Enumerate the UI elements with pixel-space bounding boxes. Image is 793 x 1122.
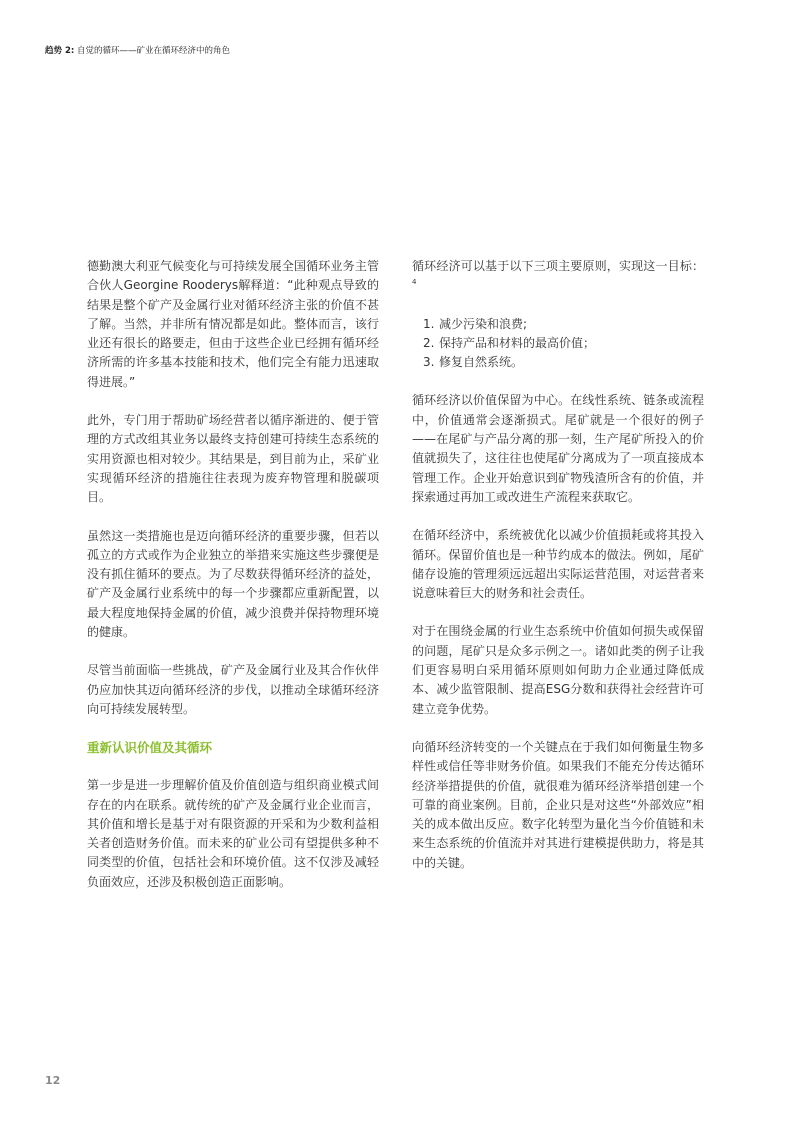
right-column — [412, 257, 704, 892]
intro-paragraph — [412, 257, 704, 296]
footnote-ref: 4 — [412, 278, 417, 287]
body-paragraph: 对于在围绕金属的行业生态系统中价值如何损失或保留的问题，尾矿只是众多示例之一。诸如此类的例子让我们更容易明白采用循环原则如何助力企业通过降低成本、减少监管限制、提高ESG分数和获得社会经营许可建立竞争优势。 — [412, 624, 704, 716]
principles-list — [412, 315, 704, 373]
body-paragraph: 此外，专门用于帮助矿场经营者以循序渐进的、便于管理的方式改组其业务以最终支持创建可持续生态系统的实用资源也相对较少。其结果是，到目前为止，采矿业实现循环经济的措施往往表现为废弃物管理和脱碳项目。 — [87, 413, 379, 505]
intro-text: 循环经济可以基于以下三项主要原则，实现这一目标： — [412, 259, 704, 273]
body-paragraph: 尽管当前面临一些挑战，矿产及金属行业及其合作伙伴仍应加快其迈向循环经济的步伐，以推动全球循环经济向可持续发展转型。 — [87, 663, 379, 716]
list-number: 2. — [423, 335, 435, 350]
running-header — [45, 44, 230, 56]
trend-label: 趋势 2: — [45, 46, 75, 56]
body-paragraph: 循环经济以价值保留为中心。在线性系统、链条或流程中，价值通常会逐渐损式。尾矿就是一个很好的例子——在尾矿与产品分离的那一刻，生产尾矿所投入的价值就损失了，这往往也使尾矿分离成为了一项直接成本管理工作。企业开始意识到矿物残渣所含有的价值，并探索通过再加工或改进生产流程来获取它。 — [412, 393, 704, 504]
list-item — [412, 334, 704, 353]
body-paragraph: 向循环经济转变的一个关键点在于我们如何衡量生物多样性或信任等非财务价值。如果我们不能充分传达循环经济举措提供的价值，就很难为循环经济举措创建一个可靠的商业案例。目前，企业只是对这些“外部效应”相关的成本做出反应。数字化转型为量化当今价值链和未来生态系统的价值流并对其进行建模提供助力，将是其中的关键。 — [412, 739, 704, 870]
list-text: 减少污染和浪费; — [439, 316, 528, 331]
list-number: 1. — [423, 316, 435, 331]
body-paragraph: 在循环经济中，系统被优化以减少价值损耗或将其投入循环。保留价值也是一种节约成本的做法。例如，尾矿储存设施的管理须远远超出实际运营范围，对运营者来说意味着巨大的财务和社会责任。 — [412, 528, 704, 601]
page-number: 12 — [45, 1074, 61, 1087]
header-subtitle: 自觉的循环——矿业在循环经济中的角色 — [74, 46, 230, 56]
body-paragraph: 德勤澳大利亚气候变化与可持续发展全国循环业务主管合伙人Georgine Rooderys解释道：“此种观点导致的结果是整个矿产及金属行业对循环经济主张的价值不甚了解。当然，并非所有情况都是如此。整体而言，该行业还有很长的路要走，但由于这些企业已经拥有循环经济所需的许多基本技能和技术，他们完全有能力迅速取得进展。” — [87, 259, 379, 389]
body-paragraph: 第一步是进一步理解价值及价值创造与组织商业模式间存在的内在联系。就传统的矿产及金属行业企业而言，其价值和增长是基于对有限资源的开采和为少数利益相关者创造财务价值。而未来的矿业公司有望提供多种不同类型的价值，包括社会和环境价值。这不仅涉及减轻负面效应，还涉及积极创造正面影响。 — [87, 778, 379, 889]
section-heading: 重新认识价值及其循环 — [87, 740, 213, 756]
list-text: 修复自然系统。 — [439, 355, 524, 370]
left-column — [87, 257, 379, 911]
list-item — [412, 353, 704, 372]
body-paragraph: 虽然这一类措施也是迈向循环经济的重要步骤，但若以孤立的方式或作为企业独立的举措来实施这些步骤便是没有抓住循环的要点。为了尽数获得循环经济的益处，矿产及金属行业系统中的每一个步骤都应重新配置，以最大程度地保持金属的价值，减少浪费并保持物理环境的健康。 — [87, 528, 379, 640]
list-number: 3. — [423, 355, 435, 370]
list-text: 保持产品和材料的最高价值； — [439, 335, 596, 350]
list-item — [412, 315, 704, 334]
